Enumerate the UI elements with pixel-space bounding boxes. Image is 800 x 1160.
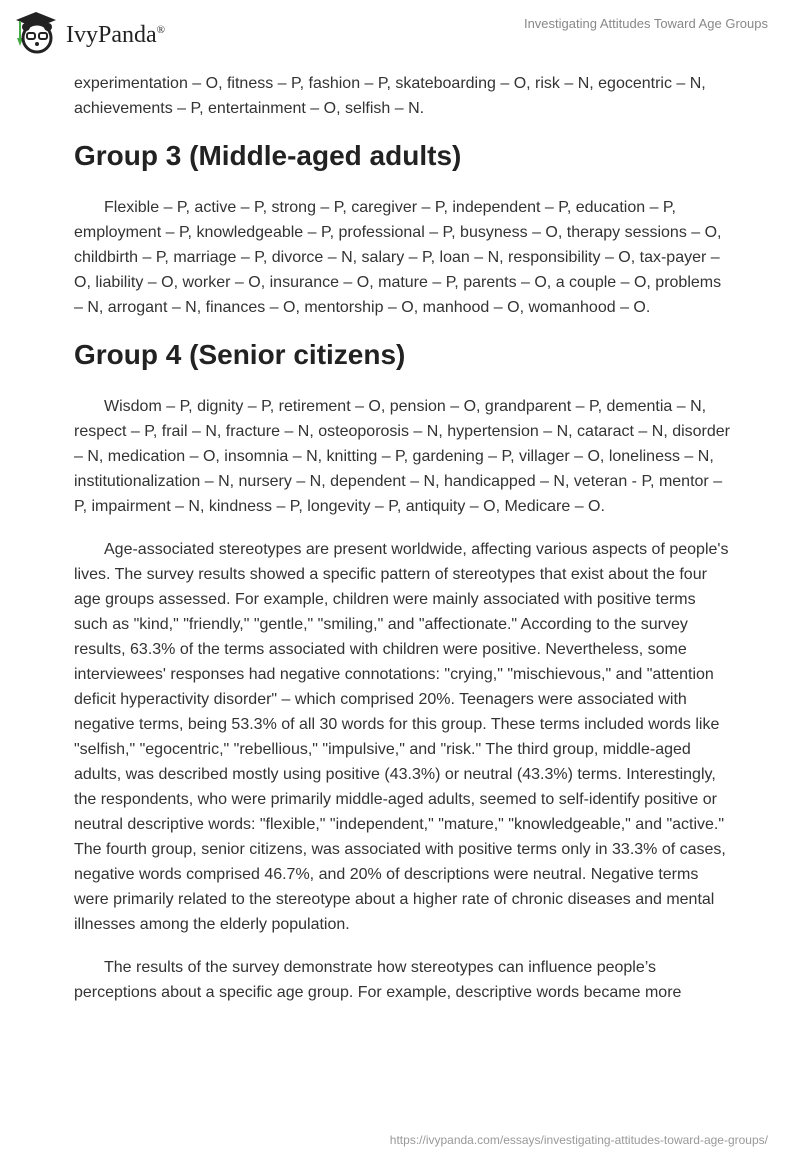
brand-name: IvyPanda® bbox=[66, 21, 166, 48]
paragraph-results: The results of the survey demonstrate how stereotypes can influence people’s perceptions about a specific age group. For example, descriptive words became more bbox=[74, 959, 682, 1001]
heading-group-4: Group 4 (Senior citizens) bbox=[74, 339, 406, 370]
source-url[interactable]: https://ivypanda.com/essays/investigating-attitudes-toward-age-groups/ bbox=[389, 1133, 768, 1147]
heading-group-3: Group 3 (Middle-aged adults) bbox=[74, 140, 462, 171]
paragraph-group2-continued: experimentation – O, fitness – P, fashion – P, skateboarding – O, risk – N, egocentric – N, achievements – P, entertainment – O, selfish – N. bbox=[74, 75, 706, 117]
paragraph-analysis: Age-associated stereotypes are present worldwide, affecting various aspects of people's lives. The survey results showed a specific pattern of stereotypes that exist about the four age groups assessed. For example, children were mainly associated with positive terms such as "kind," "friendly," "gentle," "smiling," and "affectionate." According to the survey results, 63.3% of the terms associated with children were positive. Nevertheless, some interviewees' responses had negative connotations: "crying," "mischievous," and "attention deficit hyperactivity disorder" – which comprised 20%. Teenagers were associated with negative terms, being 53.3% of all 30 words for this group. These terms included words like "selfish," "egocentric," "rebellious," "impulsive," and "risk." The third group, middle-aged adults, was described mostly using positive (43.3%) or neutral (43.3%) terms. Interestingly, the respondents, who were primarily middle-aged adults, seemed to self-identify positive or neutral descriptive words: "flexible," "independent," "mature," "knowledgeable," and "active." The fourth group, senior citizens, was associated with positive terms only in 33.3% of cases, negative words comprised 46.7%, and 20% of descriptions were neutral. Negative terms were primarily related to the stereotype about a higher rate of chronic diseases and mental illnesses among the elderly population. bbox=[74, 541, 729, 933]
panda-graduate-icon bbox=[12, 8, 60, 56]
page-header bbox=[0, 0, 800, 60]
ivypanda-logo[interactable] bbox=[12, 8, 165, 56]
document-title: Investigating Attitudes Toward Age Groups bbox=[523, 16, 768, 31]
paragraph-group-4: Wisdom – P, dignity – P, retirement – O, pension – O, grandparent – P, dementia – N, respect – P, frail – N, fracture – N, osteoporosis – N, hypertension – N, cataract – N, disorder – N, medication – O, insomnia – N, knitting – P, gardening – P, villager – O, loneliness – N, institutionalization – N, nursery – N, dependent – N, handicapped – N, veteran - P, mentor – P, impairment – N, kindness – P, longevity – P, antiquity – O, Medicare – O. bbox=[74, 398, 731, 515]
paragraph-group-3: Flexible – P, active – P, strong – P, caregiver – P, independent – P, education – P, employment – P, knowledgeable – P, professional – P, busyness – O, therapy sessions – O, childbirth – P, marriage – P, divorce – N, salary – P, loan – N, responsibility – O, tax-payer – O, liability – O, worker – O, insurance – O, mature – P, parents – O, a couple – O, problems – N, arrogant – N, finances – O, mentorship – O, manhood – O, womanhood – O. bbox=[74, 199, 722, 316]
essay-body bbox=[74, 71, 730, 1023]
